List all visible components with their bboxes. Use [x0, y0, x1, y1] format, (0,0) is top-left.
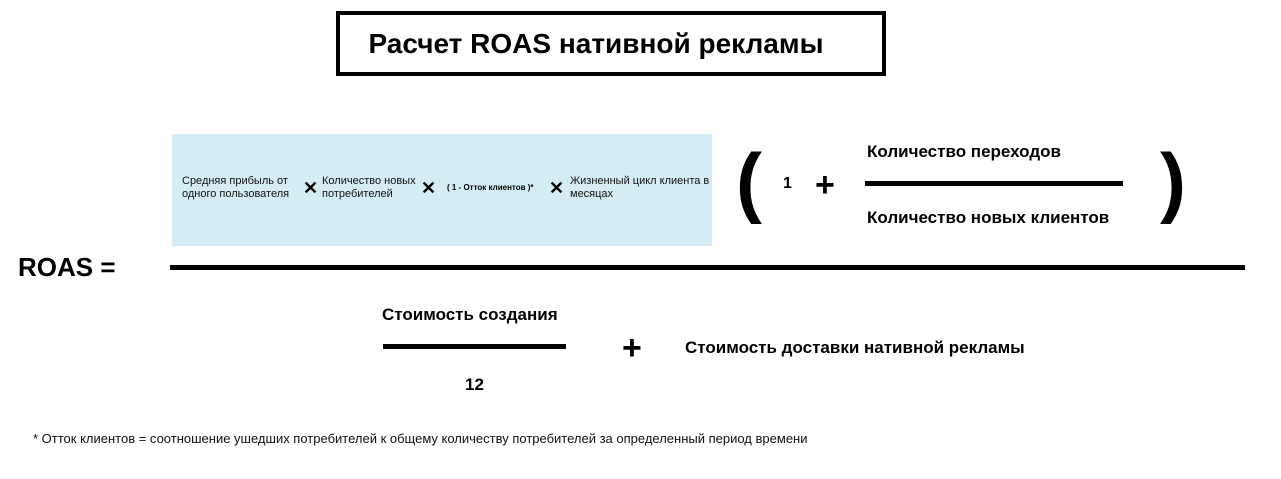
title-box — [336, 11, 886, 76]
clicks-count-label: Количество переходов — [867, 142, 1061, 161]
multiply-sign: ✕ — [421, 178, 437, 198]
churn-term: ( 1 - Отток клиентов )* — [447, 183, 534, 192]
plus-sign: + — [622, 329, 642, 367]
roas-label: ROAS = — [18, 252, 116, 282]
creation-cost-label: Стоимость создания — [382, 305, 558, 324]
lifecycle-term: Жизненный цикл клиента в месяцах — [570, 175, 710, 200]
avg-profit-term: Средняя прибыль от одного пользователя — [182, 175, 290, 200]
delivery-cost-label: Стоимость доставки нативной рекламы — [685, 338, 1025, 357]
footnote: * Отток клиентов = соотношение ушедших потребителей к общему количеству потребителей за определенный период времени — [33, 431, 808, 446]
one-value: 1 — [783, 175, 792, 192]
main-fraction-line — [170, 265, 1245, 270]
fraction-line — [383, 344, 566, 349]
months-divisor: 12 — [465, 375, 484, 394]
new-clients-count-label: Количество новых клиентов — [867, 208, 1110, 227]
open-parenthesis: ( — [736, 137, 762, 225]
multiply-sign: ✕ — [303, 178, 319, 198]
close-parenthesis: ) — [1160, 137, 1186, 225]
multiply-sign: ✕ — [549, 178, 565, 198]
page-title: Расчет ROAS нативной рекламы — [368, 27, 824, 59]
new-customers-term: Количество новых потребителей — [322, 175, 416, 200]
plus-sign: + — [815, 166, 835, 204]
fraction-line — [865, 181, 1123, 186]
